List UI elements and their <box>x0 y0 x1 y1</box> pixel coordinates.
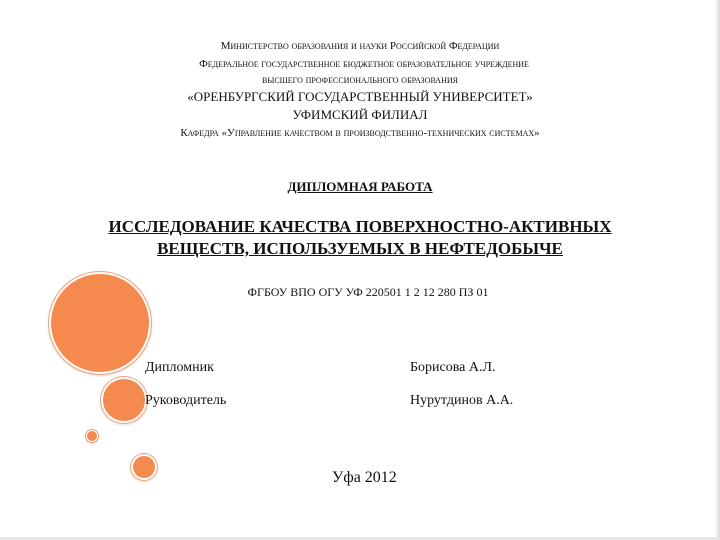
ministry-line: Министерство образования и науки Российской Федерации <box>220 40 500 52</box>
signature-role-student: Дипломник <box>145 360 214 375</box>
decorative-circle-small <box>131 454 157 480</box>
institution-type-line: Федеральное государственное бюджетное образовательное учреждение <box>199 58 529 70</box>
signature-name-supervisor: Нурутдинов А.А. <box>410 393 514 408</box>
thesis-title <box>0 216 720 260</box>
department-name: Кафедра «Управление качеством в производственно-технических системах» <box>180 127 540 139</box>
university-name: «ОРЕНБУРГСКИЙ ГОСУДАРСТВЕННЫЙ УНИВЕРСИТЕТ» <box>187 89 533 104</box>
education-level-line: высшего профессионального образования <box>262 74 458 86</box>
decorative-circle-tiny <box>86 430 98 442</box>
signature-name-student: Борисова А.Л. <box>410 360 496 375</box>
city-year: Уфа 2012 <box>332 469 397 486</box>
signature-role-supervisor: Руководитель <box>145 393 227 408</box>
thesis-title-line-1: ИССЛЕДОВАНИЕ КАЧЕСТВА ПОВЕРХНОСТНО-АКТИВНЫХ <box>108 217 612 236</box>
document-code: ФГБОУ ВПО ОГУ УФ 220501 1 2 12 280 ПЗ 01 <box>247 285 489 299</box>
branch-name: УФИМСКИЙ ФИЛИАЛ <box>292 107 428 122</box>
decorative-circle-medium <box>101 377 147 423</box>
thesis-title-line-2: ВЕЩЕСТВ, ИСПОЛЬЗУЕМЫХ В НЕФТЕДОБЫЧЕ <box>157 239 563 258</box>
work-type-heading: ДИПЛОМНАЯ РАБОТА <box>287 179 433 194</box>
decorative-circle-large <box>49 272 151 374</box>
